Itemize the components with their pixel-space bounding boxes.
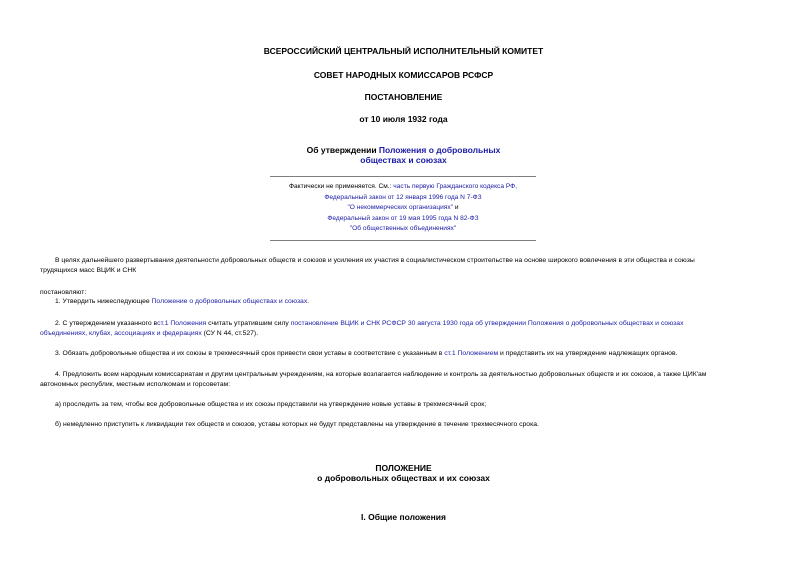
item-4-line-2: автономных республик, местным исполкомам и горсоветам: <box>40 381 231 388</box>
item-3 <box>55 349 770 359</box>
public-assoc-law-title-link[interactable]: "Об общественных объединениях" <box>349 225 457 232</box>
document-title <box>0 145 807 155</box>
resolve-clause: постановляют: <box>40 289 87 296</box>
subitem-b: б) немедленно приступить к ликвидации тех обществ и союзов, уставы которых не будут представлены на утверждение в течение трехмесячного срока. <box>55 421 539 428</box>
item-3-text-b: и представить их на утверждение надлежащих органов. <box>500 350 678 357</box>
item-2-line-1 <box>55 319 770 329</box>
note-top-divider <box>270 176 536 177</box>
decree-1930-link-cont[interactable]: объединениях, клубах, ассоциациях и федерациях <box>40 330 202 337</box>
applicability-note <box>270 182 536 235</box>
item-1-end: . <box>307 298 310 305</box>
nko-law-link[interactable]: Федеральный закон от 12 января 1996 года N 7-ФЗ <box>324 193 482 201</box>
public-assoc-law-link[interactable]: Федеральный закон от 19 мая 1995 года N 82-ФЗ <box>327 214 479 222</box>
item-2-end: (СУ N 44, ст.527). <box>203 330 259 337</box>
civil-code-link[interactable]: часть первую Гражданского кодекса РФ, <box>393 183 518 190</box>
subitem-a: а) проследить за тем, чтобы все добровольные общества и их союзы представили на утверждение новые уставы в трехмесячный срок; <box>55 401 487 408</box>
issuer-heading-1: ВСЕРОССИЙСКИЙ ЦЕНТРАЛЬНЫЙ ИСПОЛНИТЕЛЬНЫЙ КОМИТЕТ <box>263 46 544 56</box>
article-1-link[interactable]: ст.1 Положения <box>157 320 207 327</box>
note-bottom-divider <box>270 240 536 241</box>
title-prefix: Об утверждении <box>306 145 377 155</box>
item-2-text-b: считать утратившим силу <box>208 320 289 327</box>
preamble-line-1: В целях дальнейшего развертывания деятельности добровольных обществ и союзов и усиления их участия в социалистическом строительстве на основе широкого вовлечения в эти общества и союзы <box>55 257 695 264</box>
item-2-text-a: 2. С утверждением указанного в <box>55 320 158 327</box>
issuer-heading-2: СОВЕТ НАРОДНЫХ КОМИССАРОВ РСФСР <box>313 70 494 80</box>
article-1-regulation-link[interactable]: ст.1 Положением <box>444 350 499 357</box>
title-link[interactable]: Положения о добровольных <box>378 145 501 155</box>
document-type-heading: ПОСТАНОВЛЕНИЕ <box>364 92 443 102</box>
regulation-title: ПОЛОЖЕНИЕ <box>375 463 432 473</box>
document-title-line-2 <box>0 155 807 165</box>
nko-law-title-link[interactable]: "О некоммерческих организациях" <box>347 204 453 211</box>
item-4-line-1: 4. Предложить всем народным комиссариатам и другим центральным учреждениям, на которые возлагается наблюдение и контроль за деятельностью добровольных обществ и их союзов, а также ЦИК'ам <box>55 371 707 378</box>
note-and: и <box>454 204 459 211</box>
item-1-text: 1. Утвердить нижеследующее <box>55 298 150 305</box>
item-1 <box>55 297 770 307</box>
note-intro: Фактически не применяется. См.: <box>288 183 392 190</box>
item-3-text-a: 3. Обязать добровольные общества и их союзы в трехмесячный срок привести свои уставы в соответствие с указанным в <box>55 350 443 357</box>
regulation-subtitle: о добровольных обществах и их союзах <box>317 473 490 483</box>
regulation-link[interactable]: Положение о добровольных обществах и союзах <box>151 298 308 305</box>
title-link-cont[interactable]: обществах и союзах <box>360 155 447 165</box>
preamble-line-2: трудящихся масс ВЦИК и СНК <box>40 267 137 274</box>
section-1-heading: I. Общие положения <box>361 512 446 522</box>
document-date: от 10 июля 1932 года <box>359 114 448 124</box>
item-2-line-2 <box>40 329 258 339</box>
decree-1930-link[interactable]: постановление ВЦИК и СНК РСФСР 30 августа 1930 года об утверждении Положения о добровольных обществах и союзах <box>290 320 684 327</box>
